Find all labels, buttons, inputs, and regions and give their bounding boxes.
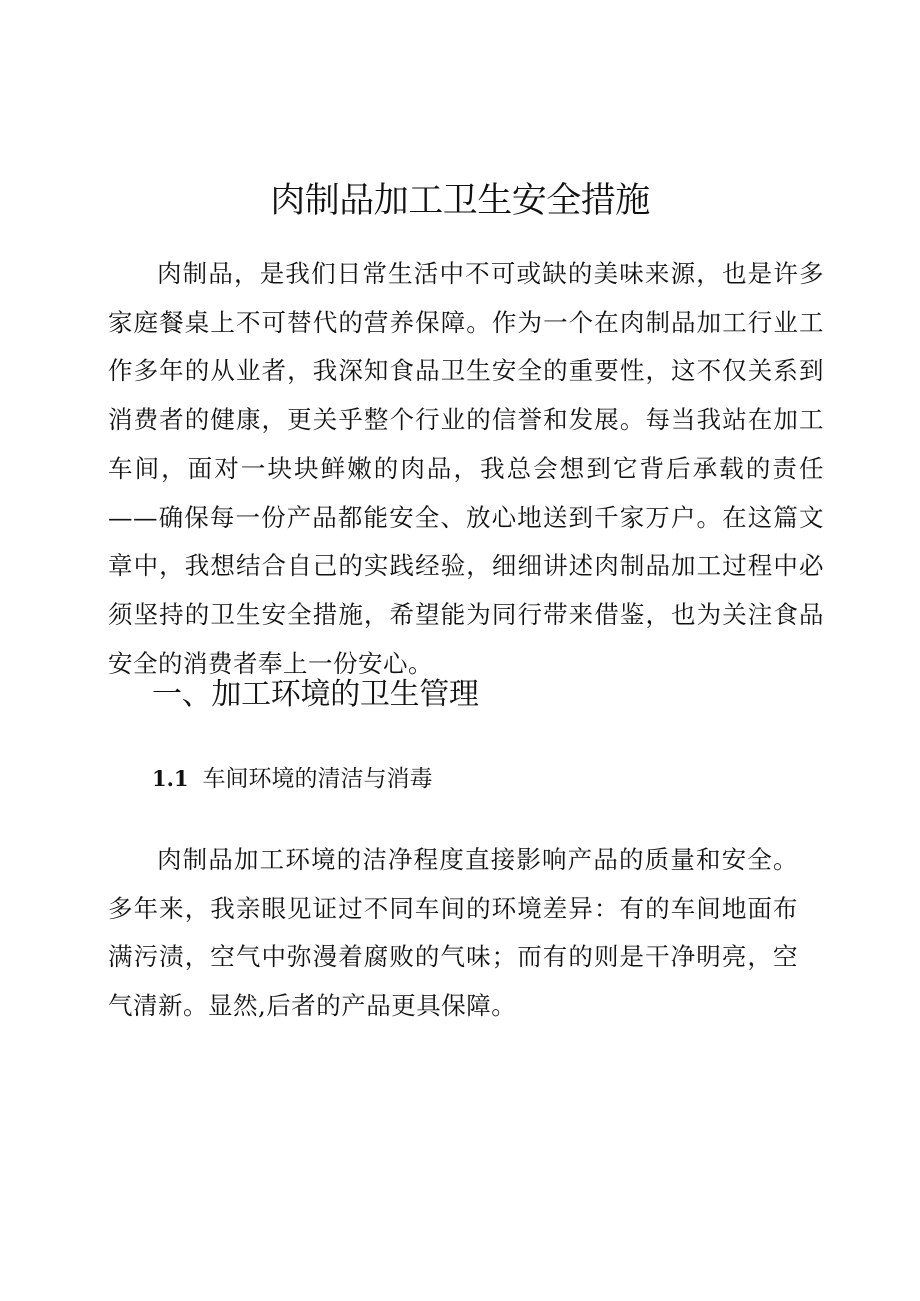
subsection-title: 车间环境的清洁与消毒 <box>202 766 433 792</box>
document-title: 肉制品加工卫生安全措施 <box>270 181 650 221</box>
subsection-number: 1.1 <box>152 766 189 791</box>
subsection-paragraph: 肉制品加工环境的洁净程度直接影响产品的质量和安全。多年来，我亲眼见证过不同车间的环境差异：有的车间地面布满污渍，空气中弥漫着腐败的气味；而有的则是干净明亮，空气清新。显然,后者的产品更具保障。 <box>108 845 798 1021</box>
intro-paragraph: 肉制品，是我们日常生活中不可或缺的美味来源，也是许多家庭餐桌上不可替代的营养保障。作为一个在肉制品加工行业工作多年的从业者，我深知食品卫生安全的重要性，这不仅关系到消费者的健康，更关乎整个行业的信誉和发展。每当我站在加工车间，面对一块块鲜嫩的肉品，我总会想到它背后承载的责任——确保每一份产品都能安全、放心地送到千家万户。在这篇文章中，我想结合自己的实践经验，细细讲述肉制品加工过程中必须坚持的卫生安全措施，希望能为同行带来借鉴，也为关注食品安全的消费者奉上一份安心。 <box>108 259 824 678</box>
subsection-heading <box>152 761 433 797</box>
section-heading: 一、加工环境的卫生管理 <box>152 677 479 712</box>
